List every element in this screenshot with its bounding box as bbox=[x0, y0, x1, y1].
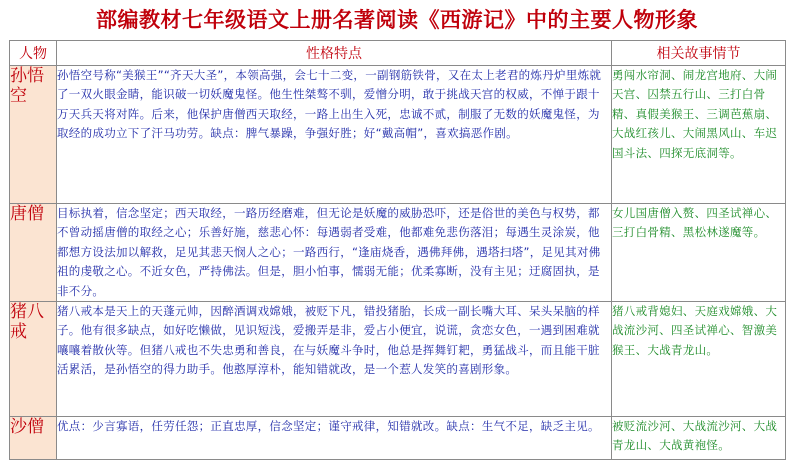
table-row bbox=[10, 302, 786, 417]
table-row bbox=[10, 66, 786, 204]
table-header-row bbox=[10, 41, 786, 66]
header-trait: 性格特点 bbox=[57, 41, 612, 66]
character-name: 沙僧 bbox=[10, 417, 57, 460]
table-row bbox=[10, 417, 786, 460]
character-story: 女儿国唐僧入赘、四圣试禅心、三打白骨精、黑松林遂魔等。 bbox=[612, 204, 786, 302]
character-story: 勇闯水帘洞、闹龙宫地府、大闹天宫、囚禁五行山、三打白骨精、真假美猴王、三调芭蕉扇、大战红孩儿、大闹黑风山、车迟国斗法、四探无底洞等。 bbox=[612, 66, 786, 204]
character-table bbox=[9, 40, 786, 460]
character-trait: 目标执着，信念坚定；西天取经，一路历经磨难，但无论是妖魔的威胁恐吓，还是俗世的美色与权势，都不曾动摇唐僧的取经之心；乐善好施，慈悲心怀：每遇弱者受难，他都难免悲伤落泪；每遇生灵涂炭，他都想方设法加以解救，足见其悲天悯人之心；一路西行，“逢庙烧香，遇佛拜佛，遇塔扫塔”，足见其对佛祖的虔敬之心。不近女色，严持佛法。但是，胆小怕事，懦弱无能；优柔寡断，没有主见；迂腐固执，是非不分。 bbox=[57, 204, 612, 302]
character-story: 被贬流沙河、大战流沙河、大战青龙山、大战黄袍怪。 bbox=[612, 417, 786, 460]
character-name: 孙悟空 bbox=[10, 66, 57, 204]
character-trait: 猪八戒本是天上的天蓬元帅，因醉酒调戏嫦娥，被贬下凡，错投猪胎，长成一副长嘴大耳、呆头呆脑的样子。他有很多缺点，如好吃懒做，见识短浅，爱搬弄是非，爱占小便宜，说谎，贪恋女色，一遇到困难就嚷嚷着散伙等。但猪八戒也不失忠勇和善良，在与妖魔斗争时，他总是挥舞钉耙，勇猛战斗，而且能干脏活累活，是孙悟空的得力助手。他憨厚淳朴，能知错就改，是一个惹人发笑的喜剧形象。 bbox=[57, 302, 612, 417]
character-trait: 孙悟空号称“美猴王”“齐天大圣”，本领高强，会七十二变，一副钢筋铁骨，又在太上老君的炼丹炉里炼就了一双火眼金睛，能识破一切妖魔鬼怪。他生性桀骜不驯，爱憎分明，敢于挑战天宫的权威，不惮于跟十万天兵天将对阵。后来，他保护唐僧西天取经，一路上出生入死，忠诚不贰，制服了无数的妖魔鬼怪，为取经的成功立下了汗马功劳。缺点：脾气暴躁，争强好胜；好“戴高帽”，喜欢搞恶作剧。 bbox=[57, 66, 612, 204]
table-row bbox=[10, 204, 786, 302]
header-story: 相关故事情节 bbox=[612, 41, 786, 66]
character-trait: 优点：少言寡语，任劳任怨；正直忠厚，信念坚定；谨守戒律，知错就改。缺点：生气不足，缺乏主见。 bbox=[57, 417, 612, 460]
character-story: 猪八戒背媳妇、天庭戏嫦娥、大战流沙河、四圣试禅心、智激美猴王、大战青龙山。 bbox=[612, 302, 786, 417]
page-title: 部编教材七年级语文上册名著阅读《西游记》中的主要人物形象 bbox=[96, 8, 698, 32]
header-name: 人物 bbox=[10, 41, 57, 66]
character-name: 猪八戒 bbox=[10, 302, 57, 417]
character-name: 唐僧 bbox=[10, 204, 57, 302]
